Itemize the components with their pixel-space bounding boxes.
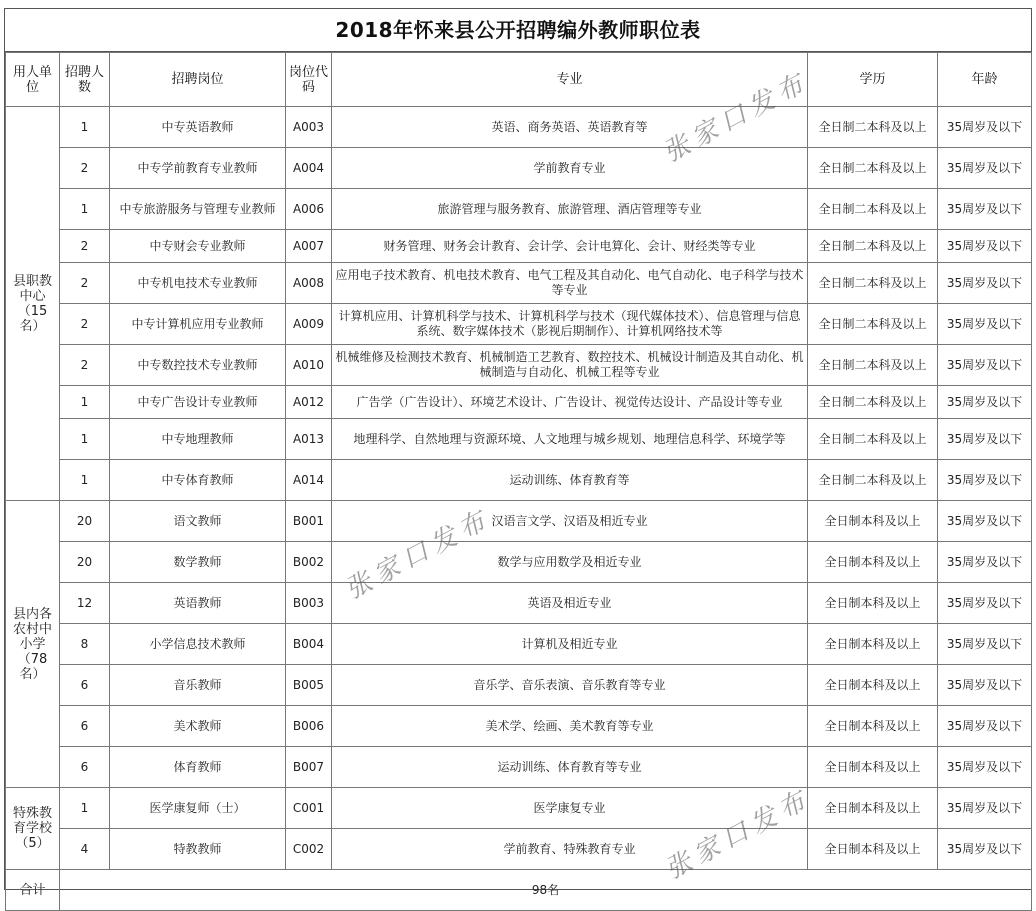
count-cell: 1 [60, 386, 110, 419]
major-cell: 英语及相近专业 [332, 583, 808, 624]
education-cell: 全日制本科及以上 [808, 542, 938, 583]
post-cell: 中专机电技术专业教师 [110, 263, 286, 304]
major-cell: 旅游管理与服务教育、旅游管理、酒店管理等专业 [332, 189, 808, 230]
table-row [6, 189, 1032, 230]
education-cell: 全日制二本科及以上 [808, 386, 938, 419]
count-cell: 1 [60, 107, 110, 148]
education-cell: 全日制本科及以上 [808, 788, 938, 829]
age-cell: 35周岁及以下 [938, 148, 1032, 189]
count-cell: 1 [60, 788, 110, 829]
count-cell: 2 [60, 345, 110, 386]
education-cell: 全日制本科及以上 [808, 706, 938, 747]
code-cell: B006 [286, 706, 332, 747]
major-cell: 美术学、绘画、美术教育等专业 [332, 706, 808, 747]
code-cell: A010 [286, 345, 332, 386]
table-row [6, 460, 1032, 501]
age-cell: 35周岁及以下 [938, 665, 1032, 706]
header-count: 招聘人数 [60, 53, 110, 107]
education-cell: 全日制本科及以上 [808, 829, 938, 870]
education-cell: 全日制二本科及以上 [808, 345, 938, 386]
table-row [6, 583, 1032, 624]
age-cell: 35周岁及以下 [938, 747, 1032, 788]
education-cell: 全日制二本科及以上 [808, 189, 938, 230]
count-cell: 1 [60, 460, 110, 501]
total-row [6, 870, 1032, 911]
total-label: 合计 [6, 870, 60, 911]
post-cell: 中专体育教师 [110, 460, 286, 501]
table-row [6, 624, 1032, 665]
count-cell: 1 [60, 419, 110, 460]
table-row [6, 665, 1032, 706]
code-cell: C001 [286, 788, 332, 829]
code-cell: A003 [286, 107, 332, 148]
education-cell: 全日制二本科及以上 [808, 304, 938, 345]
post-cell: 中专计算机应用专业教师 [110, 304, 286, 345]
table-row [6, 304, 1032, 345]
code-cell: A014 [286, 460, 332, 501]
major-cell: 学前教育专业 [332, 148, 808, 189]
age-cell: 35周岁及以下 [938, 829, 1032, 870]
count-cell: 12 [60, 583, 110, 624]
age-cell: 35周岁及以下 [938, 501, 1032, 542]
count-cell: 1 [60, 189, 110, 230]
education-cell: 全日制二本科及以上 [808, 263, 938, 304]
code-cell: A007 [286, 230, 332, 263]
major-cell: 音乐学、音乐表演、音乐教育等专业 [332, 665, 808, 706]
count-cell: 20 [60, 542, 110, 583]
watermark: 张家口发布 [660, 783, 816, 886]
table-row [6, 230, 1032, 263]
post-cell: 音乐教师 [110, 665, 286, 706]
major-cell: 医学康复专业 [332, 788, 808, 829]
code-cell: B007 [286, 747, 332, 788]
post-cell: 体育教师 [110, 747, 286, 788]
page-title: 2018年怀来县公开招聘编外教师职位表 [5, 9, 1031, 52]
age-cell: 35周岁及以下 [938, 542, 1032, 583]
code-cell: A013 [286, 419, 332, 460]
watermark: 张家口发布 [340, 503, 496, 606]
table-row [6, 706, 1032, 747]
header-age: 年龄 [938, 53, 1032, 107]
age-cell: 35周岁及以下 [938, 304, 1032, 345]
post-cell: 医学康复师（士） [110, 788, 286, 829]
table-row [6, 747, 1032, 788]
post-cell: 小学信息技术教师 [110, 624, 286, 665]
unit-cell: 县内各农村中小学（78名） [6, 501, 60, 788]
code-cell: A009 [286, 304, 332, 345]
table-row [6, 148, 1032, 189]
education-cell: 全日制本科及以上 [808, 665, 938, 706]
education-cell: 全日制本科及以上 [808, 583, 938, 624]
count-cell: 2 [60, 304, 110, 345]
table-row [6, 419, 1032, 460]
education-cell: 全日制二本科及以上 [808, 107, 938, 148]
age-cell: 35周岁及以下 [938, 386, 1032, 419]
age-cell: 35周岁及以下 [938, 263, 1032, 304]
post-cell: 中专地理教师 [110, 419, 286, 460]
header-row [6, 53, 1032, 107]
unit-cell: 特殊教育学校（5） [6, 788, 60, 870]
education-cell: 全日制本科及以上 [808, 747, 938, 788]
header-unit: 用人单位 [6, 53, 60, 107]
count-cell: 2 [60, 263, 110, 304]
age-cell: 35周岁及以下 [938, 345, 1032, 386]
count-cell: 6 [60, 706, 110, 747]
code-cell: A008 [286, 263, 332, 304]
age-cell: 35周岁及以下 [938, 788, 1032, 829]
code-cell: B001 [286, 501, 332, 542]
code-cell: C002 [286, 829, 332, 870]
age-cell: 35周岁及以下 [938, 624, 1032, 665]
code-cell: B004 [286, 624, 332, 665]
table-row [6, 107, 1032, 148]
table-body [6, 107, 1032, 911]
age-cell: 35周岁及以下 [938, 460, 1032, 501]
count-cell: 2 [60, 148, 110, 189]
post-cell: 数学教师 [110, 542, 286, 583]
watermark: 张家口发布 [658, 66, 814, 169]
post-cell: 语文教师 [110, 501, 286, 542]
major-cell: 运动训练、体育教育等 [332, 460, 808, 501]
header-code: 岗位代码 [286, 53, 332, 107]
education-cell: 全日制本科及以上 [808, 501, 938, 542]
total-value: 98名 [60, 870, 1032, 911]
post-cell: 中专学前教育专业教师 [110, 148, 286, 189]
major-cell: 运动训练、体育教育等专业 [332, 747, 808, 788]
major-cell: 汉语言文学、汉语及相近专业 [332, 501, 808, 542]
count-cell: 6 [60, 665, 110, 706]
post-cell: 中专旅游服务与管理专业教师 [110, 189, 286, 230]
positions-table [5, 52, 1032, 911]
header-major: 专业 [332, 53, 808, 107]
major-cell: 应用电子技术教育、机电技术教育、电气工程及其自动化、电气自动化、电子科学与技术等专业 [332, 263, 808, 304]
post-cell: 中专数控技术专业教师 [110, 345, 286, 386]
table-row [6, 345, 1032, 386]
age-cell: 35周岁及以下 [938, 583, 1032, 624]
major-cell: 广告学（广告设计）、环境艺术设计、广告设计、视觉传达设计、产品设计等专业 [332, 386, 808, 419]
header-education: 学历 [808, 53, 938, 107]
education-cell: 全日制二本科及以上 [808, 148, 938, 189]
education-cell: 全日制本科及以上 [808, 624, 938, 665]
table-row [6, 829, 1032, 870]
major-cell: 计算机及相近专业 [332, 624, 808, 665]
major-cell: 地理科学、自然地理与资源环境、人文地理与城乡规划、地理信息科学、环境学等 [332, 419, 808, 460]
code-cell: B005 [286, 665, 332, 706]
job-table-sheet [4, 8, 1032, 898]
header-post: 招聘岗位 [110, 53, 286, 107]
count-cell: 8 [60, 624, 110, 665]
unit-cell: 县职教中心（15名） [6, 107, 60, 501]
code-cell: B002 [286, 542, 332, 583]
age-cell: 35周岁及以下 [938, 107, 1032, 148]
major-cell: 学前教育、特殊教育专业 [332, 829, 808, 870]
post-cell: 中专广告设计专业教师 [110, 386, 286, 419]
age-cell: 35周岁及以下 [938, 230, 1032, 263]
table-row [6, 386, 1032, 419]
education-cell: 全日制二本科及以上 [808, 230, 938, 263]
major-cell: 机械维修及检测技术教育、机械制造工艺教育、数控技术、机械设计制造及其自动化、机械制造与自动化、机械工程等专业 [332, 345, 808, 386]
code-cell: A012 [286, 386, 332, 419]
count-cell: 20 [60, 501, 110, 542]
post-cell: 美术教师 [110, 706, 286, 747]
code-cell: A006 [286, 189, 332, 230]
count-cell: 6 [60, 747, 110, 788]
major-cell: 数学与应用数学及相近专业 [332, 542, 808, 583]
table-row [6, 542, 1032, 583]
table-row [6, 788, 1032, 829]
table-row [6, 263, 1032, 304]
education-cell: 全日制二本科及以上 [808, 419, 938, 460]
age-cell: 35周岁及以下 [938, 419, 1032, 460]
code-cell: B003 [286, 583, 332, 624]
post-cell: 英语教师 [110, 583, 286, 624]
post-cell: 中专英语教师 [110, 107, 286, 148]
count-cell: 2 [60, 230, 110, 263]
post-cell: 特教教师 [110, 829, 286, 870]
count-cell: 4 [60, 829, 110, 870]
code-cell: A004 [286, 148, 332, 189]
age-cell: 35周岁及以下 [938, 189, 1032, 230]
post-cell: 中专财会专业教师 [110, 230, 286, 263]
age-cell: 35周岁及以下 [938, 706, 1032, 747]
education-cell: 全日制二本科及以上 [808, 460, 938, 501]
table-row [6, 501, 1032, 542]
major-cell: 计算机应用、计算机科学与技术、计算机科学与技术（现代媒体技术）、信息管理与信息系统、数字媒体技术（影视后期制作）、计算机网络技术等 [332, 304, 808, 345]
major-cell: 英语、商务英语、英语教育等 [332, 107, 808, 148]
major-cell: 财务管理、财务会计教育、会计学、会计电算化、会计、财经类等专业 [332, 230, 808, 263]
